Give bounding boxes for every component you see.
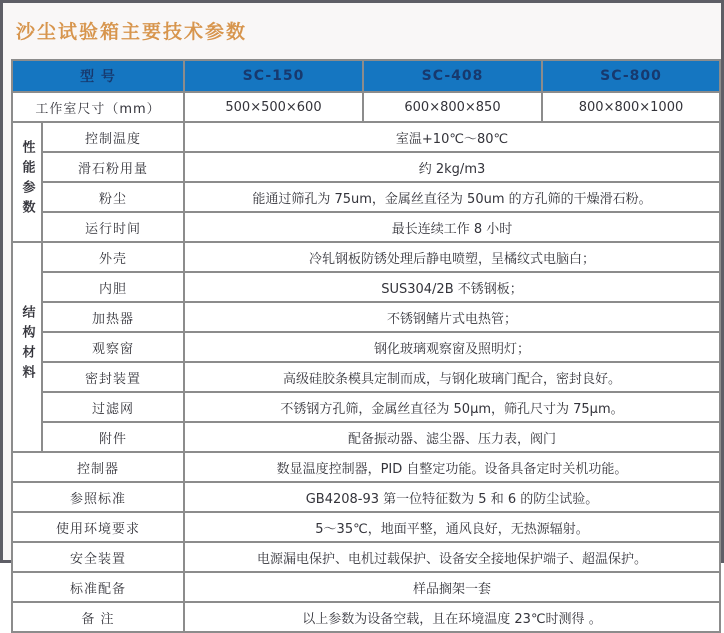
- table-row: [12, 572, 720, 602]
- row-label: 观察窗: [42, 332, 184, 362]
- table-row: [12, 302, 720, 332]
- row-value: 配备振动器、滤尘器、压力表，阀门: [184, 422, 720, 452]
- row-value: 高级硅胶条模具定制而成，与钢化玻璃门配合，密封良好。: [184, 362, 720, 392]
- row-value: 室温+10℃～80℃: [184, 122, 720, 152]
- table-row: [12, 512, 720, 542]
- row-value: 能通过筛孔为 75um，金属丝直径为 50um 的方孔筛的干燥滑石粉。: [184, 182, 720, 212]
- row-value: SUS304/2B 不锈钢板；: [184, 272, 720, 302]
- row-value: 最长连续工作 8 小时: [184, 212, 720, 242]
- table-row: [12, 272, 720, 302]
- row-value: 电源漏电保护、电机过载保护、设备安全接地保护端子、超温保护。: [184, 542, 720, 572]
- row-label: 备 注: [12, 602, 184, 632]
- model-header-row: [12, 60, 720, 92]
- size-value: 500×500×600: [184, 92, 363, 122]
- row-label: 运行时间: [42, 212, 184, 242]
- row-value: 钢化玻璃观察窗及照明灯；: [184, 332, 720, 362]
- table-row: [12, 122, 720, 152]
- row-value: 不锈钢鳍片式电热管；: [184, 302, 720, 332]
- table-row: [12, 182, 720, 212]
- table-row: [12, 392, 720, 422]
- table-row: [12, 212, 720, 242]
- section-group-performance: [12, 122, 42, 242]
- row-label: 附件: [42, 422, 184, 452]
- table-row: [12, 152, 720, 182]
- size-value: 800×800×1000: [542, 92, 720, 122]
- table-row: [12, 482, 720, 512]
- row-value: 5～35℃，地面平整，通风良好，无热源辐射。: [184, 512, 720, 542]
- table-row: [12, 542, 720, 572]
- section-group-label: 性能参数: [19, 140, 35, 220]
- row-label: 加热器: [42, 302, 184, 332]
- row-label: 工作室尺寸（mm）: [12, 92, 184, 122]
- row-label: 过滤网: [42, 392, 184, 422]
- row-label: 外壳: [42, 242, 184, 272]
- table-row: [12, 422, 720, 452]
- row-label: 安全装置: [12, 542, 184, 572]
- row-value: 样品搁架一套: [184, 572, 720, 602]
- row-label: 粉尘: [42, 182, 184, 212]
- table-row: [12, 242, 720, 272]
- row-value: 冷轧钢板防锈处理后静电喷塑，呈橘纹式电脑白；: [184, 242, 720, 272]
- size-value: 600×800×850: [363, 92, 542, 122]
- section-group-label: 结构材料: [19, 305, 35, 385]
- row-label: 控制器: [12, 452, 184, 482]
- table-row: [12, 362, 720, 392]
- row-label: 内胆: [42, 272, 184, 302]
- model-cell: SC-408: [363, 60, 542, 92]
- row-label: 滑石粉用量: [42, 152, 184, 182]
- table-row: [12, 332, 720, 362]
- table-row: [12, 602, 720, 632]
- row-value: 数显温度控制器，PID 自整定功能。设备具备定时关机功能。: [184, 452, 720, 482]
- model-cell: SC-150: [184, 60, 363, 92]
- spec-table: [11, 59, 721, 633]
- size-row: [12, 92, 720, 122]
- row-value: 约 2kg/m3: [184, 152, 720, 182]
- model-header-label: 型 号: [12, 60, 184, 92]
- row-label: 控制温度: [42, 122, 184, 152]
- row-label: 参照标准: [12, 482, 184, 512]
- section-group-structure: [12, 242, 42, 452]
- model-cell: SC-800: [542, 60, 720, 92]
- row-label: 使用环境要求: [12, 512, 184, 542]
- page-title: 沙尘试验箱主要技术参数: [16, 21, 248, 43]
- row-label: 标准配备: [12, 572, 184, 602]
- row-value: GB4208-93 第一位特征数为 5 和 6 的防尘试验。: [184, 482, 720, 512]
- row-value: 以上参数为设备空载，且在环境温度 23℃时测得 。: [184, 602, 720, 632]
- table-row: [12, 452, 720, 482]
- row-label: 密封装置: [42, 362, 184, 392]
- row-value: 不锈钢方孔筛，金属丝直径为 50μm，筛孔尺寸为 75μm。: [184, 392, 720, 422]
